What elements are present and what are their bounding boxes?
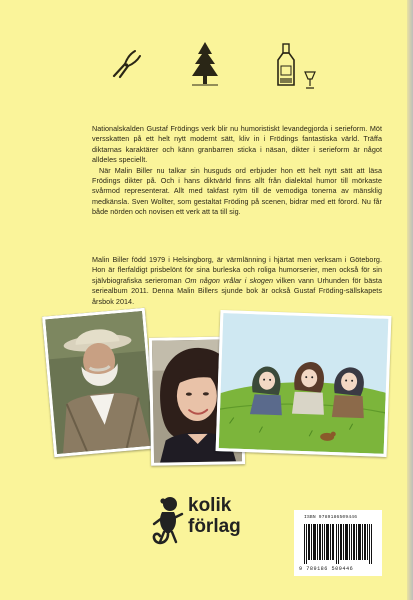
pliers-icon [108, 46, 144, 82]
publisher-logo [148, 490, 270, 550]
tree-icon [190, 40, 220, 88]
barcode-digits: 9 789186 509446 [299, 566, 354, 572]
book-description [92, 124, 382, 218]
author-bio-paragraph [92, 255, 382, 307]
description-paragraph-2: När Malin Biller nu talkar sin husguds ord erbjuder hon ett helt nytt sätt att läsa Frödings dikter på. Och i hans diktvärld finns allt från dialektal humor till mörkaste svårmod representerat. Allt med takfast rytm till de vemodiga tonerna av mänsklig medkänsla. Sven Wollter, som gestaltat Fröding på scenen, bidrar med ett förord. Nu får både nörden och novisen ett verk att ta till sig. [92, 165, 382, 217]
wine-glass-icon [303, 70, 317, 90]
froding-photo [42, 308, 157, 457]
bio-text-part-2: vilken vann Urhunden för bästa seriealbum 2011. Denna Malin Billers sjunde bok är också Gustaf Fröding-sällskapets årsbok 2014. [92, 275, 382, 306]
bio-book-title: Om någon vrålar i skogen [184, 275, 274, 285]
description-paragraph-1: Nationalskalden Gustaf Frödings verk blir nu humoristiskt levandegjorda i serieform. Möt versskatten på ett helt nytt modernt sätt, kliv in i Frödings fantastiska värld. Träffa diktarnas karaktärer och känn granbarren sticka i näsan, dikter i serieform är något alldeles speciellt. [92, 124, 382, 165]
bottle-icon [275, 42, 297, 88]
publisher-name-line-1: kolik [188, 495, 232, 516]
isbn-label: ISBN 9789186509446 [304, 515, 358, 520]
isbn-barcode [294, 510, 382, 576]
author-bio [92, 255, 382, 307]
bio-text-part-1: Malin Biller född 1979 i Helsingborg, är värmlänning i hjärtat men verksam i Göteborg. Hon är flerfaldigt prisbelönt för sina burleska och roliga humorserier, men också för sin självbiografiska serieroman [92, 255, 382, 285]
publisher-name-line-2: förlag [188, 516, 241, 537]
barcode-bars [304, 524, 374, 564]
comic-illustration [216, 310, 392, 457]
